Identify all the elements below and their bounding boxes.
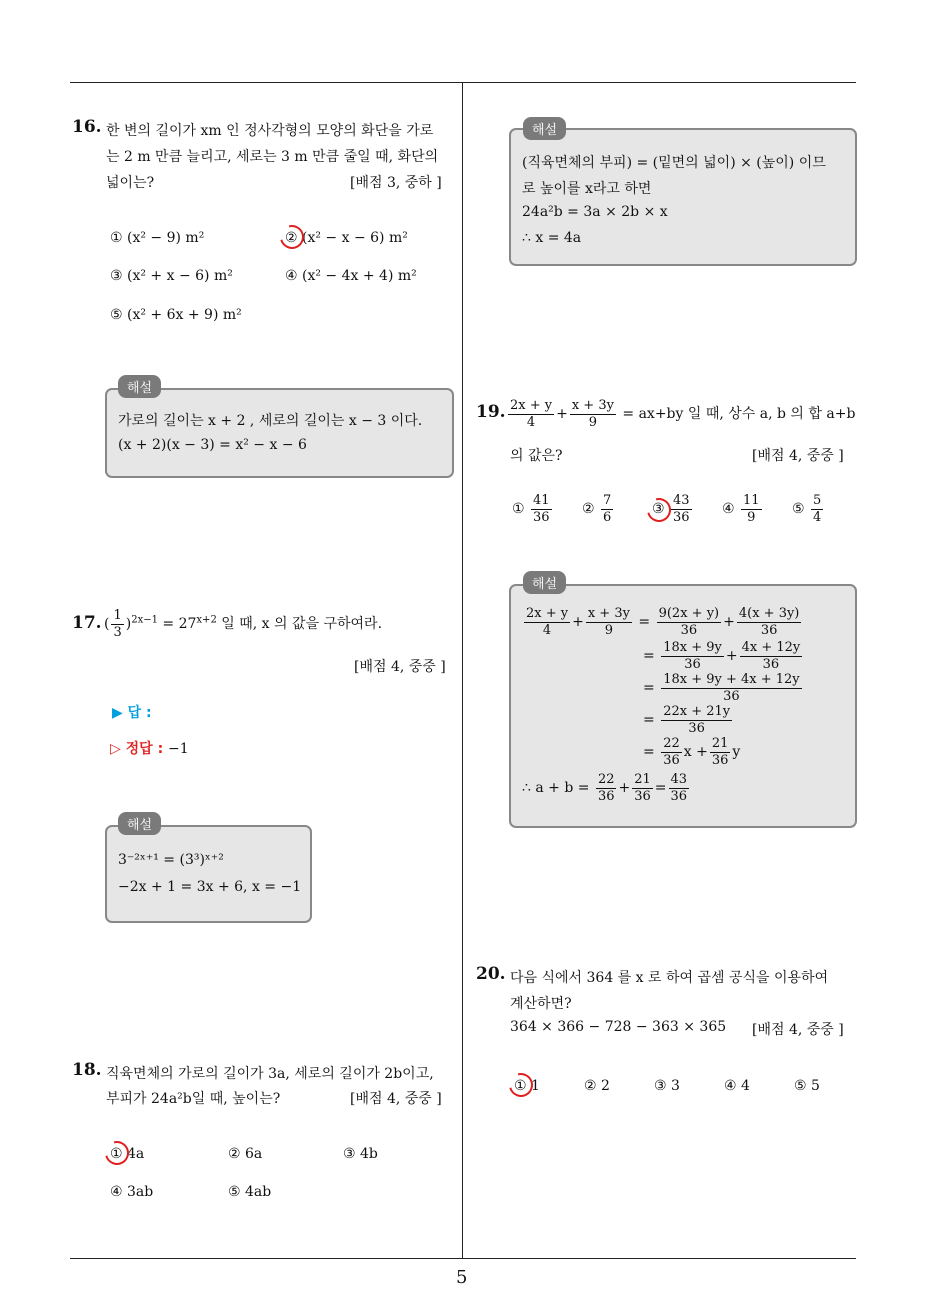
q20-line-1: 다음 식에서 364 를 x 로 하여 곱셈 공식을 이용하여 (510, 970, 829, 986)
q18-meta: [배점 4, 중중 ] (350, 1091, 442, 1107)
q19-solution-row-2: = $\frac{18x + 9y}{36}$ + $\frac{4x + 12y}{36}$ (643, 640, 801, 672)
q19-solution-tag: 해설 (523, 571, 566, 594)
q20-choice-3[interactable]: ③ 3 (654, 1078, 680, 1094)
q19-equation: $\frac{2x + y}{4}$ + $\frac{x + 3y}{9}$ = ax+by 일 때, 상수 a, b 의 합 a+b (510, 398, 856, 430)
q19-meta: [배점 4, 중중 ] (752, 448, 844, 464)
q18-choice-3[interactable]: ③ 4b (343, 1146, 378, 1162)
q16-solution-line-1: 가로의 길이는 x + 2 , 세로의 길이는 x − 3 이다. (118, 413, 423, 429)
q16-answer-circle (276, 221, 309, 254)
q16-choice-4[interactable]: ④ (x² − 4x + 4) m² (285, 268, 417, 284)
q19-choice-3[interactable]: ③ $\frac{43}{36}$ (652, 493, 690, 525)
q16-choice-1[interactable]: ① (x² − 9) m² (110, 230, 205, 246)
q18-solution-line-1: (직육면체의 부피) = (밑면의 넓이) × (높이) 이므 (522, 155, 826, 171)
q18-choice-5[interactable]: ⑤ 4ab (228, 1184, 272, 1200)
q16-solution-tag: 해설 (118, 375, 161, 398)
q18-solution-line-3: 24a²b = 3a × 2b × x (522, 204, 668, 220)
q20-number: 20. (476, 964, 506, 984)
q16-choice-2[interactable]: ② (x² − x − 6) m² (285, 230, 408, 246)
q16-number: 16. (72, 117, 102, 137)
q19-solution-row-6: ∴ a + b = $\frac{22}{36}$ + $\frac{21}{36}$ = $\frac{43}{36}$ (522, 772, 688, 804)
q17-solution-line-2: −2x + 1 = 3x + 6, x = −1 (118, 879, 302, 895)
q16-solution-box (105, 388, 454, 478)
q18-solution-tag: 해설 (523, 117, 566, 140)
q17-correct-answer: ▷ 정답 : −1 (110, 741, 189, 757)
q18-line-1: 직육면체의 가로의 길이가 3a, 세로의 길이가 2b이고, (106, 1066, 434, 1082)
q16-choice-3[interactable]: ③ (x² + x − 6) m² (110, 268, 233, 284)
q19-choice-2[interactable]: ② $\frac{7}{6}$ (582, 493, 612, 525)
q16-line-3: 넓이는? (106, 175, 155, 191)
q19-choice-1[interactable]: ① $\frac{41}{36}$ (512, 493, 550, 525)
q16-line-1: 한 변의 길이가 xm 인 정사각형의 모양의 화단을 가로 (106, 123, 434, 139)
q18-solution-line-2: 로 높이를 x라고 하면 (522, 181, 652, 197)
q16-line-2: 는 2 m 만큼 늘리고, 세로는 3 m 만큼 줄일 때, 화단의 (106, 149, 439, 165)
q17-solution-line-1: 3⁻²ˣ⁺¹ = (3³)ˣ⁺² (118, 852, 224, 868)
q19-solution-row-1: $\frac{2x + y}{4}$ + $\frac{x + 3y}{9}$ = $\frac{9(2x + y)}{36}$ + $\frac{4(x + 3y)}{36}$ (526, 606, 800, 638)
q17-number: 17. (72, 613, 102, 633)
q20-choice-5[interactable]: ⑤ 5 (794, 1078, 820, 1094)
q20-choice-4[interactable]: ④ 4 (724, 1078, 750, 1094)
q19-line-2: 의 값은? (510, 448, 563, 464)
q16-choice-5[interactable]: ⑤ (x² + 6x + 9) m² (110, 307, 242, 323)
q17-fraction: $\frac{1}{3}$ (113, 608, 122, 640)
q16-solution-line-2: (x + 2)(x − 3) = x² − x − 6 (118, 437, 307, 453)
q20-line-3: 364 × 366 − 728 − 363 × 365 (510, 1019, 727, 1035)
q17-solution-box (105, 825, 312, 923)
q18-choice-2[interactable]: ② 6a (228, 1146, 263, 1162)
q18-choice-4[interactable]: ④ 3ab (110, 1184, 154, 1200)
q19-solution-row-4: = $\frac{22x + 21y}{36}$ (643, 704, 731, 736)
bottom-rule (70, 1258, 856, 1259)
top-rule (70, 82, 856, 83)
q18-line-2: 부피가 24a²b일 때, 높이는? (106, 1091, 281, 1107)
q19-choice-5[interactable]: ⑤ $\frac{5}{4}$ (792, 493, 822, 525)
q20-choice-2[interactable]: ② 2 (584, 1078, 610, 1094)
q19-solution-row-3: = $\frac{18x + 9y + 4x + 12y}{36}$ (643, 672, 800, 704)
q20-line-2: 계산하면? (510, 996, 572, 1012)
q20-choice-1[interactable]: ① 1 (514, 1078, 540, 1094)
q17-solution-tag: 해설 (118, 812, 161, 835)
q17-meta: [배점 4, 중중 ] (354, 659, 446, 675)
q18-answer-circle (101, 1137, 134, 1170)
q20-meta: [배점 4, 중중 ] (752, 1022, 844, 1038)
q17-equation: ( $\frac{1}{3}$ )$^{2x-1} = 27^{x+2}$ 일 때, x 의 값을 구하여라. (104, 608, 383, 640)
q19-choice-4[interactable]: ④ $\frac{11}{9}$ (722, 493, 760, 525)
q17-answer-label: ▶ 답 : (112, 705, 152, 721)
q17-exponent: 2x−1 (131, 614, 158, 626)
q19-number: 19. (476, 402, 506, 422)
q20-answer-circle (505, 1069, 538, 1102)
q18-number: 18. (72, 1060, 102, 1080)
column-divider (462, 82, 463, 1259)
q16-meta: [배점 3, 중하 ] (350, 175, 442, 191)
q18-choice-1[interactable]: ① 4a (110, 1146, 145, 1162)
q19-solution-row-5: = $\frac{22}{36}$ x + $\frac{21}{36}$ y (643, 736, 741, 768)
q18-solution-line-4: ∴ x = 4a (522, 230, 582, 246)
page-number: 5 (456, 1267, 468, 1288)
